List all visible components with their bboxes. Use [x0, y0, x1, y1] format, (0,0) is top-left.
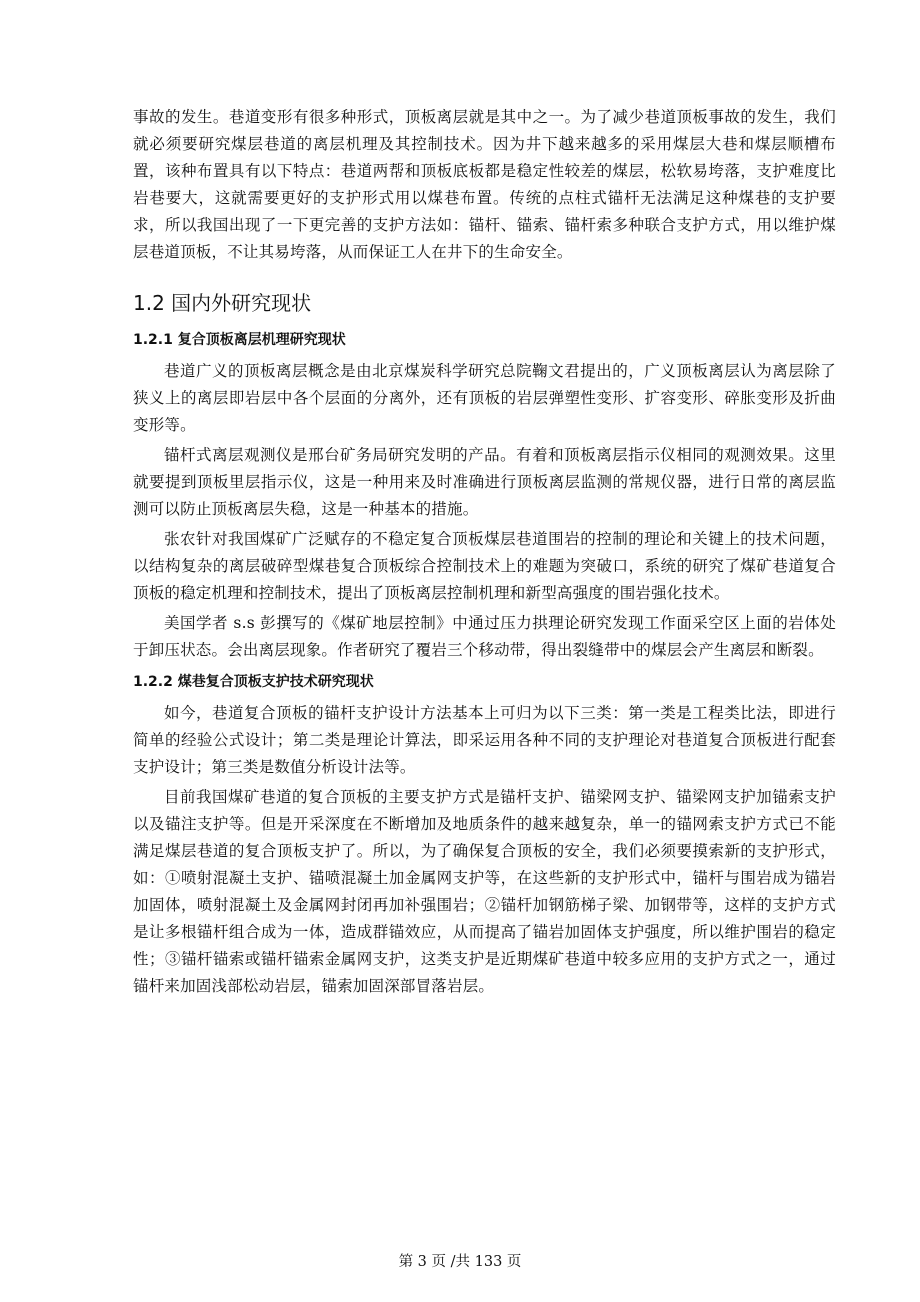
subsection-heading-1-2-2: 1.2.2 煤巷复合顶板支护技术研究现状	[133, 674, 374, 690]
body-paragraph: 美国学者 s.s 彭撰写的《煤矿地层控制》中通过压力拱理论研究发现工作面采空区上面的岩体处于卸压状态。会出离层现象。作者研究了覆岩三个移动带，得出裂缝带中的煤层会产生离层和断裂。	[133, 614, 836, 659]
page-number-footer: 第 3 页 /共 133 页	[398, 1254, 522, 1270]
body-paragraph: 如今，巷道复合顶板的锚杆支护设计方法基本上可归为以下三类：第一类是工程类比法，即进行简单的经验公式设计；第二类是理论计算法，即采运用各种不同的支护理论对巷道复合顶板进行配套支护设计；第三类是数值分析设计法等。	[133, 704, 836, 776]
body-paragraph: 目前我国煤矿巷道的复合顶板的主要支护方式是锚杆支护、锚梁网支护、锚梁网支护加锚索支护以及锚注支护等。但是开采深度在不断增加及地质条件的越来越复杂，单一的锚网索支护方式已不能满足煤层巷道的复合顶板支护了。所以，为了确保复合顶板的安全，我们必须要摸索新的支护形式，如：①喷射混凝土支护、锚喷混凝土加金属网支护等，在这些新的支护形式中，锚杆与围岩成为锚岩加固体，喷射混凝土及金属网封闭再加补强围岩；②锚杆加钢筋梯子梁、加钢带等，这样的支护方式是让多根锚杆组合成为一体，造成群锚效应，从而提高了锚岩加固体支护强度，所以维护围岩的稳定性；③锚杆锚索或锚杆锚索金属网支护，这类支护是近期煤矿巷道中较多应用的支护方式之一，通过锚杆来加固浅部松动岩层，锚索加固深部冒落岩层。	[133, 788, 836, 995]
section-heading-1-2: 1.2 国内外研究现状	[133, 291, 312, 315]
intro-paragraph: 事故的发生。巷道变形有很多种形式，顶板离层就是其中之一。为了减少巷道顶板事故的发生，我们就必须要研究煤层巷道的离层机理及其控制技术。因为井下越来越多的采用煤层大巷和煤层顺槽布置，该种布置具有以下特点：巷道两帮和顶板底板都是稳定性较差的煤层，松软易垮落，支护难度比岩巷要大，这就需要更好的支护形式用以煤巷布置。传统的点柱式锚杆无法满足这种煤巷的支护要求，所以我国出现了一下更完善的支护方法如：锚杆、锚索、锚杆索多种联合支护方式，用以维护煤层巷道顶板，不让其易垮落，从而保证工人在井下的生命安全。	[133, 108, 836, 261]
body-paragraph: 张农针对我国煤矿广泛赋存的不稳定复合顶板煤层巷道围岩的控制的理论和关键上的技术问题，以结构复杂的离层破碎型煤巷复合顶板综合控制技术上的难题为突破口，系统的研究了煤矿巷道复合顶板的稳定机理和控制技术，提出了顶板离层控制机理和新型高强度的围岩强化技术。	[133, 530, 836, 602]
body-paragraph: 锚杆式离层观测仪是邢台矿务局研究发明的产品。有着和顶板离层指示仪相同的观测效果。这里就要提到顶板里层指示仪，这是一种用来及时准确进行顶板离层监测的常规仪器，进行日常的离层监测可以防止顶板离层失稳，这是一种基本的措施。	[133, 446, 836, 518]
body-paragraph: 巷道广义的顶板离层概念是由北京煤炭科学研究总院鞠文君提出的，广义顶板离层认为离层除了狭义上的离层即岩层中各个层面的分离外，还有顶板的岩层弹塑性变形、扩容变形、碎胀变形及折曲变形等。	[133, 362, 836, 434]
subsection-heading-1-2-1: 1.2.1 复合顶板离层机理研究现状	[133, 332, 346, 348]
